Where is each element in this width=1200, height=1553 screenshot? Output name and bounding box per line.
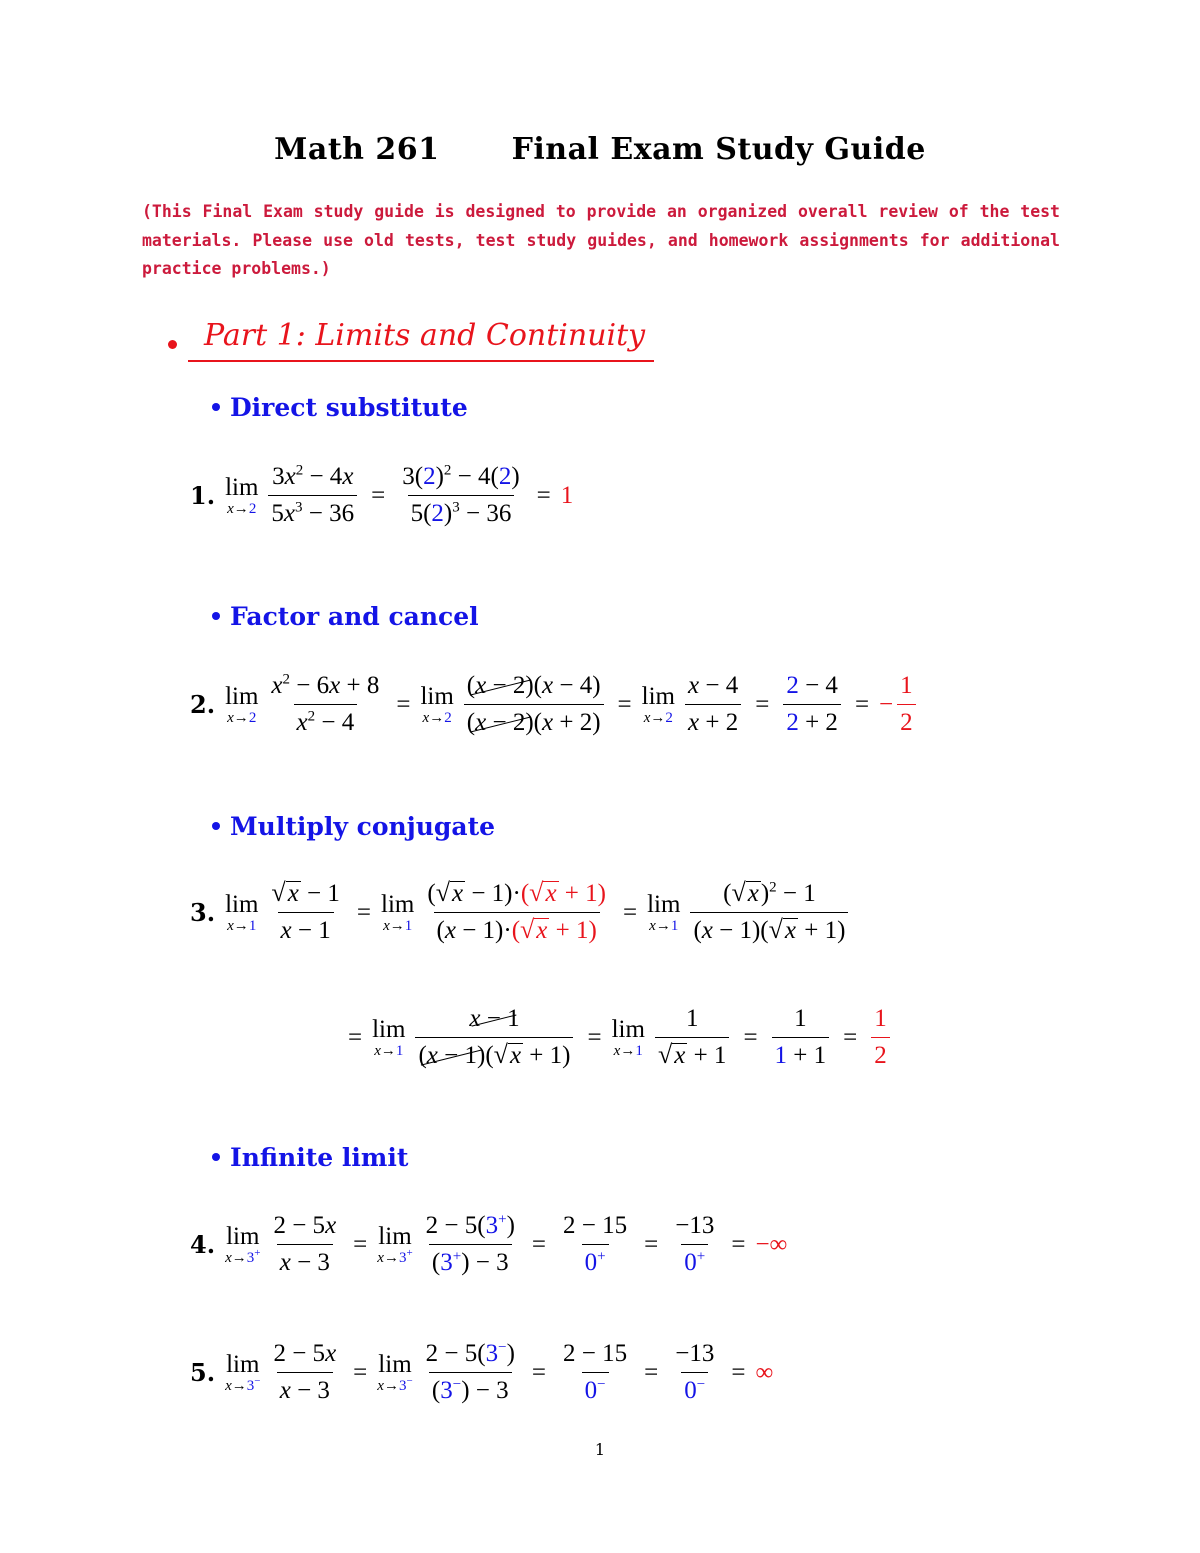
bullet-icon <box>212 612 220 620</box>
bullet-icon <box>212 1153 220 1161</box>
problem-label: 5. <box>190 1358 216 1387</box>
bullet-icon <box>212 403 220 411</box>
problem-3: 3. lim x→1 √ x − 1 x − 1 = lim x→1 ( √ x − 1)·( √ x + 1) (x − 1)·( √ x + 1) = lim x→1 ( √ x )$^2$ − 1 (x − 1)( √ x + 1) <box>190 880 852 945</box>
answer-2-sign: − <box>879 690 894 718</box>
bullet-icon <box>212 822 220 830</box>
answer-5: ∞ <box>755 1358 774 1386</box>
page-title <box>0 132 1200 167</box>
intro-paragraph: (This Final Exam study guide is designed to provide an organized overall review of the test materials. Please use old tests, test study guides, and homework assignments for additional practice problems.) <box>142 202 1060 278</box>
problem-label: 3. <box>190 898 216 927</box>
course-name: Math 261 <box>274 132 440 167</box>
guide-name: Final Exam Study Guide <box>511 132 926 167</box>
answer-2: $\frac{1}{2}$ <box>897 672 916 737</box>
problem-2: 2. lim x→2 $\frac{x^2 - 6x + 8}{x^2 - 4}$ = lim x→2 $\frac{(x - 2)(x - 4)}{(x - 2)(x + 2)}$ = lim x→2 $\frac{x - 4}{x + 2}$ = $\frac{2 - 4}{2 + 2}$ = − $\frac{1}{2}$ <box>190 672 920 737</box>
problem-5: 5. lim x→3− $\frac{2 - 5x}{x - 3}$ = lim x→3− $\frac{2 - 5(3^-)}{(3^-) - 3}$ = $\frac{2 - 15}{0^-}$ = $\frac{-13}{0^-}$ = ∞ <box>190 1339 774 1404</box>
section-factor: Factor and cancel <box>212 602 479 631</box>
problem-label: 1. <box>190 481 216 510</box>
section-conjugate: Multiply conjugate <box>212 812 495 841</box>
answer-1: 1 <box>560 481 574 509</box>
part-bullet-icon <box>168 340 177 349</box>
part-heading: Part 1: Limits and Continuity <box>204 318 646 353</box>
section-infinite: Infinite limit <box>212 1143 408 1172</box>
answer-4: −∞ <box>755 1230 788 1258</box>
problem-label: 4. <box>190 1230 216 1259</box>
problem-label: 2. <box>190 690 216 719</box>
section-direct: Direct substitute <box>212 393 468 422</box>
page-number: 1 <box>594 1440 606 1459</box>
answer-3: $\frac{1}{2}$ <box>871 1005 890 1070</box>
problem-3-continued: = lim x→1 x − 1 (x − 1)( √ x + 1) = lim x→1 1 √ x + 1 = $\frac{1}{1 + 1}$ = $\frac{1}{2}$ <box>348 1005 894 1070</box>
problem-4: 4. lim x→3+ $\frac{2 - 5x}{x - 3}$ = lim x→3+ $\frac{2 - 5(3^+)}{(3^+) - 3}$ = $\frac{2 - 15}{0^+}$ = $\frac{-13}{0^+}$ = −∞ <box>190 1211 788 1276</box>
problem-1: 1. lim x→2 $\frac{3x^2 - 4x}{5x^3 - 36}$ = $\frac{3(2)^2 - 4(2)}{5(2)^3 - 36}$ = 1 <box>190 462 574 527</box>
part-underline <box>188 360 654 362</box>
